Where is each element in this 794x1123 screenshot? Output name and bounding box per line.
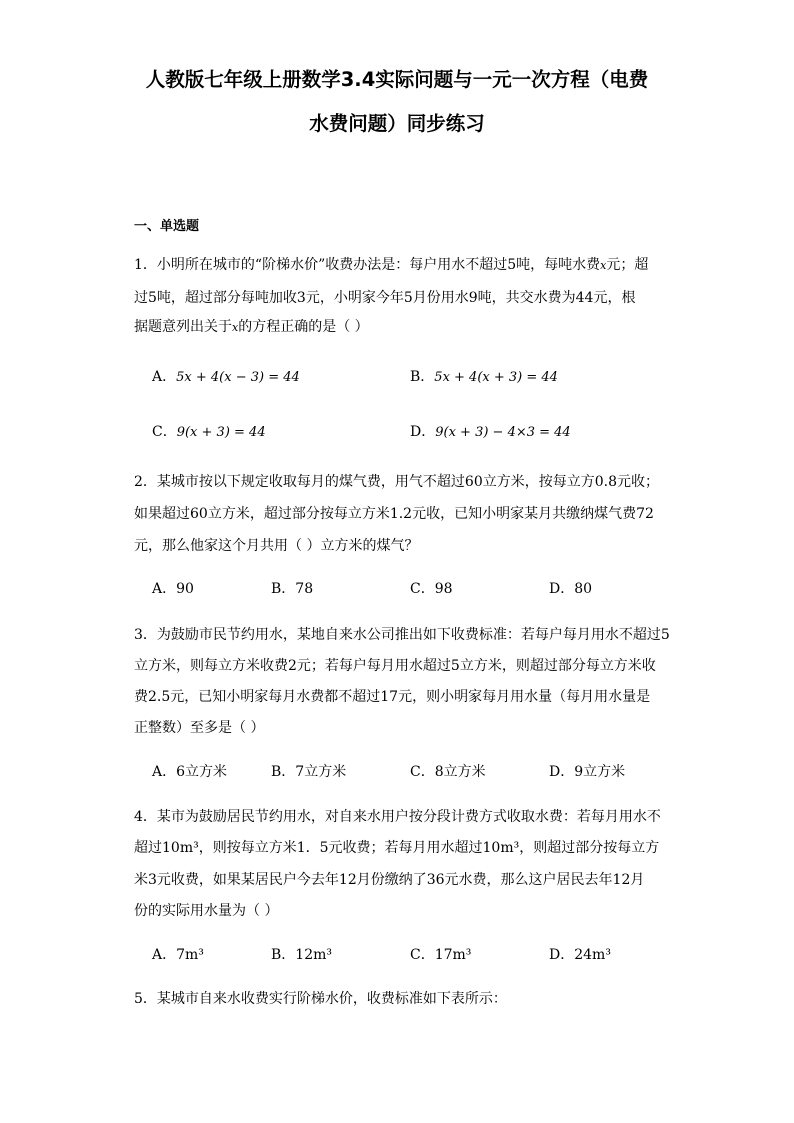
q5-line1: 5．某城市自来水收费实行阶梯水价，收费标准如下表所示： xyxy=(134,991,507,1007)
q4-option-c[interactable]: C．17m³ xyxy=(410,947,472,963)
q4-line4: 份的实际用水量为（ ） xyxy=(134,903,279,919)
q4-line2: 超过10m³，则按每立方米1．5元收费；若每月用水超过10m³，则超过部分按每立方 xyxy=(134,840,660,856)
q1-line1 xyxy=(134,256,648,275)
document-title-line1: 人教版七年级上册数学3.4实际问题与一元一次方程（电费 xyxy=(145,68,649,91)
q1-option-a[interactable] xyxy=(152,368,300,387)
option-expression: 9(x + 3) − 4×3 = 44 xyxy=(435,425,571,440)
q4-option-b[interactable]: B．12m³ xyxy=(271,947,332,963)
q3-option-d[interactable]: D．9立方米 xyxy=(549,764,626,780)
q1-text-3b: 的方程正确的是（ ） xyxy=(238,319,369,335)
q1-line3 xyxy=(134,318,369,337)
q2-option-c[interactable]: C．98 xyxy=(410,581,453,597)
q3-option-c[interactable]: C．8立方米 xyxy=(410,764,486,780)
q1-var-x-2: x xyxy=(232,321,239,334)
option-expression: 5x + 4(x + 3) = 44 xyxy=(434,370,558,385)
section-heading: 一、单选题 xyxy=(134,219,200,234)
option-label: B． xyxy=(410,369,435,385)
q2-option-b[interactable]: B．78 xyxy=(271,581,314,597)
q1-var-x: x xyxy=(600,259,607,272)
q4-line1: 4．某市为鼓励居民节约用水，对自来水用户按分段计费方式收取水费：若每月用水不 xyxy=(134,809,661,825)
q1-text-1a: 1．小明所在城市的“阶梯水价”收费办法是：每户用水不超过5吨，每吨水费 xyxy=(134,257,601,273)
q1-text-3a: 据题意列出关于 xyxy=(134,319,232,335)
q4-option-a[interactable]: A．7m³ xyxy=(152,947,204,963)
q2-line1: 2．某城市按以下规定收取每月的煤气费，用气不超过60立方米，按每立方0.8元收； xyxy=(134,474,659,490)
q1-text-1b: 元；超 xyxy=(606,257,649,273)
q4-line3: 米3元收费，如果某居民户今去年12月份缴纳了36元水费，那么这户居民去年12月 xyxy=(134,872,645,888)
q4-option-d[interactable]: D．24m³ xyxy=(549,947,611,963)
q3-line4: 正整数）至多是（ ） xyxy=(134,720,265,736)
q1-line2: 过5吨，超过部分每吨加收3元，小明家今年5月份用水9吨，共交水费为44元，根 xyxy=(134,290,636,306)
option-label: D． xyxy=(410,424,436,440)
q1-option-d[interactable] xyxy=(410,423,571,442)
q3-option-b[interactable]: B．7立方米 xyxy=(271,764,347,780)
q3-line2: 立方米，则每立方米收费2元；若每户每月用水超过5立方米，则超过部分每立方米收 xyxy=(134,658,656,674)
q2-option-a[interactable]: A．90 xyxy=(152,581,194,597)
q2-line3: 元，那么他家这个月共用（ ）立方米的煤气？ xyxy=(134,538,419,554)
q3-line3: 费2.5元，已知小明家每月水费都不超过17元，则小明家每月用水量（每月用水量是 xyxy=(134,689,651,705)
option-label: A． xyxy=(152,369,177,385)
q2-option-d[interactable]: D．80 xyxy=(549,581,593,597)
option-expression: 9(x + 3) = 44 xyxy=(176,425,266,440)
document-title-line2: 水费问题）同步练习 xyxy=(309,112,485,135)
q1-option-c[interactable] xyxy=(152,423,266,442)
option-label: C． xyxy=(152,424,177,440)
q2-line2: 如果超过60立方米，超过部分按每立方米1.2元收，已知小明家某月共缴纳煤气费72 xyxy=(134,506,654,522)
q3-option-a[interactable]: A．6立方米 xyxy=(152,764,228,780)
q1-option-b[interactable] xyxy=(410,368,558,387)
q3-line1: 3．为鼓励市民节约用水，某地自来水公司推出如下收费标准：若每户每月用水不超过5 xyxy=(134,627,670,643)
option-expression: 5x + 4(x − 3) = 44 xyxy=(176,370,300,385)
